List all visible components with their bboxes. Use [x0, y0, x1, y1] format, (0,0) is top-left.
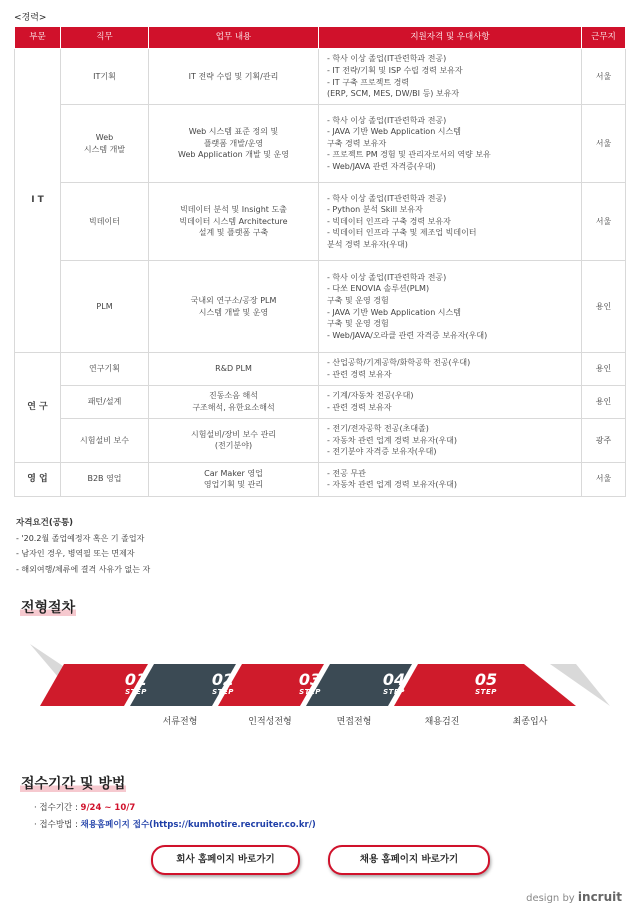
- duty-cell: [149, 105, 319, 183]
- step-number: 04: [382, 670, 406, 689]
- requirements-cell: [319, 261, 582, 353]
- requirements-cell: [319, 462, 582, 496]
- requirements-cell-line: (ERP, SCM, MES, DW/BI 등) 보유자: [327, 89, 460, 99]
- apply-method: [34, 817, 316, 834]
- requirements-cell: [319, 183, 582, 261]
- apply-method-label: · 접수방법 :: [34, 819, 78, 830]
- process-steps: [30, 636, 610, 726]
- step-label-01: 서류전형: [162, 717, 198, 727]
- duty-cell-line: Car Maker 영업: [204, 468, 263, 478]
- duty-cell-line: 영업기획 및 관리: [203, 480, 264, 490]
- location-cell: 광주: [582, 419, 626, 463]
- career-row: [15, 353, 626, 386]
- step-label-03: 면접전형: [336, 717, 372, 727]
- requirements-cell-line: - 자동차 관련 업계 경력 보유자(우대): [327, 435, 458, 445]
- step-word: STEP: [383, 688, 405, 696]
- requirements-cell: [319, 49, 582, 105]
- career-row: [15, 261, 626, 353]
- career-section-title: <경력>: [14, 13, 47, 23]
- duty-cell-line: Web Application 개발 및 운영: [178, 150, 289, 160]
- duty-cell-line: 국내외 연구소/공장 PLM: [190, 295, 277, 305]
- job-cell-line: 패턴/설계: [87, 397, 122, 407]
- requirements-cell-line: - 기계/자동차 전공(우대): [327, 391, 414, 401]
- duty-cell: [149, 49, 319, 105]
- step-number: 02: [211, 670, 235, 689]
- duty-cell-line: 설계 및 플랫폼 구축: [198, 228, 269, 238]
- requirements-cell-line: - Web/JAVA/오라클 관련 자격증 보유자(우대): [327, 330, 488, 340]
- career-row: [15, 183, 626, 261]
- duty-cell-line: 시스템 개발 및 운영: [198, 307, 269, 317]
- requirements-cell-line: - JAVA 기반 Web Application 시스템: [327, 307, 461, 317]
- job-cell: [61, 462, 149, 496]
- step-word: STEP: [125, 688, 147, 696]
- apply-method-link[interactable]: 채용홈페이지 접수(https://kumhotire.recruiter.co.kr/): [80, 819, 316, 830]
- requirements-cell: [319, 419, 582, 463]
- design-credit: [526, 890, 622, 904]
- credit-prefix: design by: [526, 893, 575, 904]
- requirements-cell-line: - 관련 경력 보유자: [327, 403, 392, 412]
- duty-cell: [149, 462, 319, 496]
- requirements-cell-line: - 관련 경력 보유자: [327, 370, 392, 379]
- duty-cell: [149, 353, 319, 386]
- requirements-cell: [319, 353, 582, 386]
- requirements-cell: [319, 105, 582, 183]
- duty-cell: [149, 261, 319, 353]
- requirements-cell-line: - 학사 이상 졸업(IT관련학과 전공): [327, 272, 447, 282]
- job-cell: [61, 49, 149, 105]
- duty-cell-line: R&D PLM: [215, 364, 252, 374]
- apply-period-value: 9/24 ~ 10/7: [80, 803, 136, 813]
- requirements-cell-line: - 빅데이터 인프라 구축 및 제조업 빅데이터: [327, 228, 477, 238]
- job-cell-line: IT기획: [93, 71, 116, 81]
- requirements-cell-line: - 다쏘 ENOVIA 솔루션(PLM): [327, 284, 430, 294]
- career-row: [15, 386, 626, 419]
- incruit-logo: incruit: [577, 890, 622, 904]
- job-cell-line: 연구기획: [89, 364, 120, 374]
- duty-cell-line: 구조해석, 유한요소해석: [192, 403, 275, 412]
- requirements-cell-line: 구축 경력 보유자: [327, 138, 387, 148]
- apply-info: [34, 800, 316, 833]
- requirements-cell-line: - 전공 무관: [327, 468, 366, 478]
- job-cell: [61, 183, 149, 261]
- recruit-homepage-button[interactable]: 채용 홈페이지 바로가기: [328, 845, 490, 875]
- requirements-cell-line: 분석 경력 보유자(우대): [327, 239, 408, 249]
- duty-cell: [149, 386, 319, 419]
- step-number: 01: [124, 670, 148, 689]
- requirements-cell-line: 구축 및 운영 경험: [327, 295, 389, 305]
- job-cell: [61, 386, 149, 419]
- common-item: - 해외여행/체류에 결격 사유가 없는 자: [16, 564, 151, 574]
- step-number: 03: [298, 670, 322, 689]
- step-word: STEP: [299, 688, 321, 696]
- requirements-cell-line: - IT 전략/기획 및 ISP 수립 경력 보유자: [327, 65, 463, 75]
- location-cell: 서울: [582, 49, 626, 105]
- duty-cell-line: (전기분야): [214, 441, 253, 451]
- common-item: - '20.2월 졸업예정자 혹은 기 졸업자: [16, 534, 145, 544]
- requirements-cell-line: 구축 및 운영 경험: [327, 319, 389, 329]
- job-cell-line: B2B 영업: [87, 474, 122, 484]
- job-cell: [61, 105, 149, 183]
- apply-period: [34, 800, 316, 817]
- duty-cell-line: Web 시스템 표준 정의 및: [188, 127, 279, 137]
- requirements-cell-line: - Web/JAVA 관련 자격증(우대): [327, 161, 436, 171]
- requirements-cell-line: - 프로젝트 PM 경험 및 관리자로서의 역량 보유: [327, 150, 491, 160]
- step-badge-04: [383, 672, 405, 696]
- step-badge-05: [475, 672, 497, 696]
- requirements-cell-line: - 전기/전자공학 전공(초대졸): [327, 424, 429, 433]
- location-cell: 용인: [582, 353, 626, 386]
- step-word: STEP: [212, 688, 234, 696]
- step-word: STEP: [475, 688, 497, 696]
- job-cell: [61, 419, 149, 463]
- duty-cell-line: 빅데이터 분석 및 Insight 도출: [180, 205, 287, 215]
- common-requirements: [16, 515, 150, 577]
- career-row: [15, 105, 626, 183]
- step-badge-03: [299, 672, 321, 696]
- location-cell: 서울: [582, 105, 626, 183]
- requirements-cell-line: - 자동차 관련 업계 경력 보유자(우대): [327, 480, 458, 490]
- process-title-text: 전형절차: [21, 600, 76, 616]
- duty-cell-line: 시험설비/장비 보수 관리: [190, 429, 277, 439]
- duty-cell: [149, 419, 319, 463]
- duty-cell-line: 플랫폼 개발/운영: [203, 138, 264, 148]
- apply-title: [20, 773, 126, 793]
- company-homepage-button[interactable]: 회사 홈페이지 바로가기: [151, 845, 300, 875]
- duty-cell: [149, 183, 319, 261]
- job-cell: [61, 353, 149, 386]
- duty-cell-line: IT 전략 수립 및 기획/관리: [188, 71, 279, 81]
- requirements-cell: [319, 386, 582, 419]
- career-table: [14, 26, 626, 497]
- requirements-cell-line: - 전기분야 자격증 보유자(우대): [327, 447, 437, 457]
- location-cell: 용인: [582, 261, 626, 353]
- job-cell-line: PLM: [96, 301, 113, 311]
- location-cell: 용인: [582, 386, 626, 419]
- location-cell: 서울: [582, 462, 626, 496]
- common-requirements-title: 자격요건(공통): [16, 518, 74, 528]
- location-cell: 서울: [582, 183, 626, 261]
- step-label-02: 인적성전형: [248, 717, 292, 727]
- header-location: 근무지: [582, 27, 626, 49]
- dept-cell: 영 업: [15, 462, 61, 496]
- requirements-cell-line: - Python 분석 Skill 보유자: [327, 205, 423, 215]
- header-job: 직무: [61, 27, 149, 49]
- step-badge-01: [125, 672, 147, 696]
- requirements-cell-line: - 학사 이상 졸업(IT관련학과 전공): [327, 115, 447, 125]
- header-requirements: 지원자격 및 우대사항: [319, 27, 582, 49]
- apply-period-label: · 접수기간 :: [34, 803, 78, 813]
- requirements-cell-line: - 학사 이상 졸업(IT관련학과 전공): [327, 54, 447, 64]
- job-cell-line: Web: [95, 132, 114, 142]
- requirements-cell-line: - JAVA 기반 Web Application 시스템: [327, 127, 461, 137]
- requirements-cell-line: - 산업공학/기계공학/화학공학 전공(우대): [327, 358, 471, 368]
- step-label-05: 최종입사: [512, 717, 548, 727]
- common-item: - 남자인 경우, 병역필 또는 면제자: [16, 549, 135, 559]
- job-cell-line: 시스템 개발: [83, 144, 126, 154]
- step-number: 05: [474, 670, 498, 689]
- career-row: [15, 419, 626, 463]
- duty-cell-line: 빅데이터 시스템 Architecture: [179, 216, 288, 226]
- requirements-cell-line: - 빅데이터 인프라 구축 경력 보유자: [327, 216, 451, 226]
- duty-cell-line: 진동소음 해석: [209, 391, 258, 401]
- job-cell: [61, 261, 149, 353]
- requirements-cell-line: - 학사 이상 졸업(IT관련학과 전공): [327, 193, 447, 203]
- job-cell-line: 빅데이터: [89, 216, 120, 226]
- header-dept: 부문: [15, 27, 61, 49]
- career-row: [15, 462, 626, 496]
- step-badge-02: [212, 672, 234, 696]
- process-title: [20, 597, 76, 617]
- dept-cell: 연 구: [15, 353, 61, 463]
- career-table-header: [15, 27, 626, 49]
- career-row: [15, 49, 626, 105]
- step-label-04: 채용검진: [424, 717, 460, 727]
- dept-cell: I T: [15, 49, 61, 353]
- header-duty: 업무 내용: [149, 27, 319, 49]
- apply-title-text: 접수기간 및 방법: [21, 776, 126, 792]
- job-cell-line: 시험설비 보수: [80, 435, 129, 445]
- requirements-cell-line: - IT 구축 프로젝트 경력: [327, 77, 410, 87]
